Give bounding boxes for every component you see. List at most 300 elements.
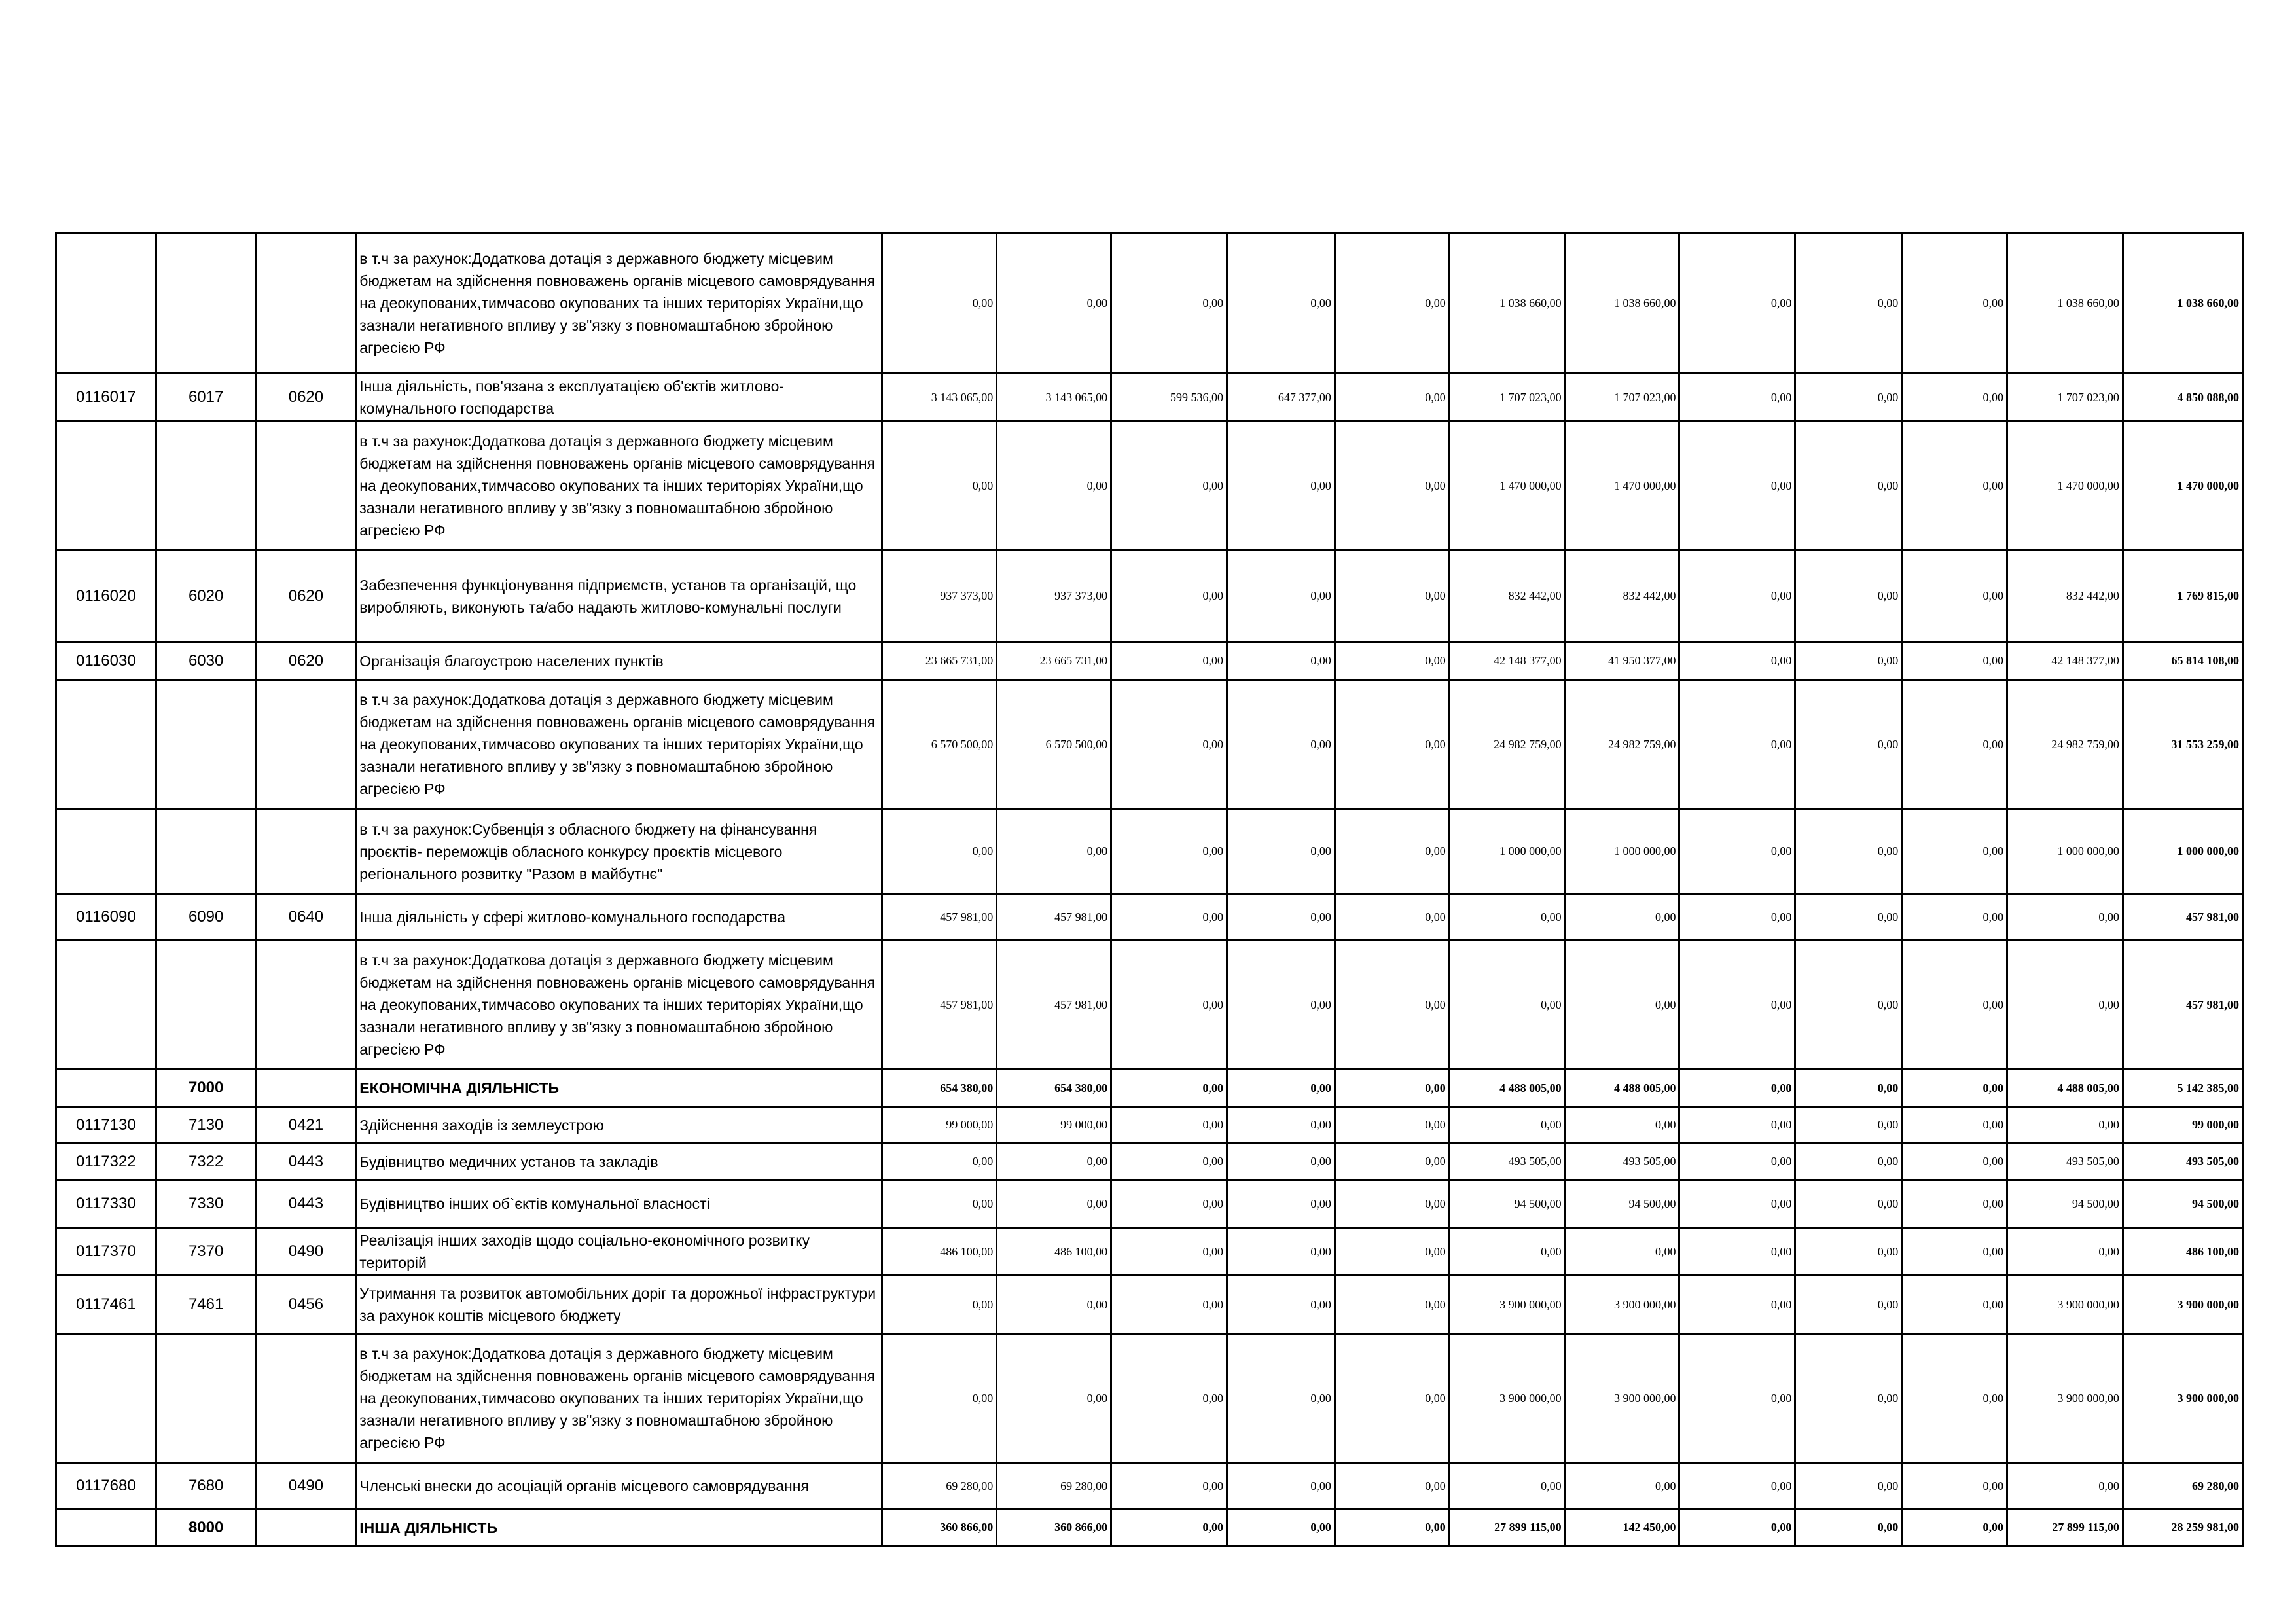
kfk-code-cell bbox=[156, 422, 256, 550]
function-code-cell: 0456 bbox=[256, 1276, 356, 1334]
table-row bbox=[56, 422, 2243, 550]
program-name-cell: Інша діяльність, пов'язана з експлуатацією об'єктів житлово-комунального господарства bbox=[356, 374, 882, 422]
amount-cell: 0,00 bbox=[1795, 680, 1902, 809]
amount-cell: 0,00 bbox=[997, 1144, 1111, 1180]
kfk-code-cell: 7680 bbox=[156, 1463, 256, 1509]
amount-cell: 0,00 bbox=[1679, 374, 1795, 422]
table-row bbox=[56, 809, 2243, 894]
amount-cell: 0,00 bbox=[1902, 941, 2007, 1070]
program-name-cell: Будівництво інших об`єктів комунальної власності bbox=[356, 1180, 882, 1228]
amount-cell: 1 000 000,00 bbox=[1449, 809, 1565, 894]
amount-cell: 0,00 bbox=[1111, 1509, 1227, 1546]
amount-cell: 0,00 bbox=[1679, 1180, 1795, 1228]
program-name-cell: Здійснення заходів із землеустрою bbox=[356, 1107, 882, 1144]
kfk-code-cell: 7461 bbox=[156, 1276, 256, 1334]
program-name-cell: Інша діяльність у сфері житлово-комунального господарства bbox=[356, 894, 882, 941]
amount-cell: 0,00 bbox=[997, 422, 1111, 550]
table-row bbox=[56, 1509, 2243, 1546]
amount-cell: 0,00 bbox=[1335, 1276, 1449, 1334]
amount-cell: 0,00 bbox=[1111, 550, 1227, 642]
program-code-cell: 0117130 bbox=[56, 1107, 156, 1144]
amount-cell: 0,00 bbox=[1227, 1276, 1335, 1334]
amount-cell: 0,00 bbox=[1111, 1180, 1227, 1228]
table-body bbox=[56, 233, 2243, 1546]
function-code-cell: 0443 bbox=[256, 1144, 356, 1180]
amount-cell: 0,00 bbox=[1679, 1334, 1795, 1463]
amount-cell: 0,00 bbox=[1902, 1070, 2007, 1107]
amount-cell: 0,00 bbox=[997, 1180, 1111, 1228]
amount-cell: 3 143 065,00 bbox=[997, 374, 1111, 422]
function-code-cell: 0620 bbox=[256, 374, 356, 422]
amount-cell: 0,00 bbox=[1335, 809, 1449, 894]
total-value-cell: 4 850 088,00 bbox=[2123, 374, 2242, 422]
kfk-code-cell: 7370 bbox=[156, 1228, 256, 1276]
program-name-cell: в т.ч за рахунок:Субвенція з обласного бюджету на фінансування проєктів- переможців обласного конкурсу проєктів місцевого регіонального розвитку "Разом в майбутнє" bbox=[356, 809, 882, 894]
amount-cell: 69 280,00 bbox=[997, 1463, 1111, 1509]
kfk-code-cell bbox=[156, 680, 256, 809]
amount-cell: 832 442,00 bbox=[1565, 550, 1679, 642]
amount-cell: 360 866,00 bbox=[997, 1509, 1111, 1546]
amount-cell: 1 470 000,00 bbox=[1449, 422, 1565, 550]
budget-table bbox=[55, 232, 2244, 1547]
amount-cell: 0,00 bbox=[1449, 1463, 1565, 1509]
amount-cell: 0,00 bbox=[1902, 894, 2007, 941]
amount-cell: 0,00 bbox=[1902, 374, 2007, 422]
amount-cell: 0,00 bbox=[1227, 550, 1335, 642]
amount-cell: 0,00 bbox=[1679, 1509, 1795, 1546]
amount-cell: 1 038 660,00 bbox=[1449, 233, 1565, 374]
table-row bbox=[56, 374, 2243, 422]
amount-cell: 94 500,00 bbox=[2007, 1180, 2123, 1228]
amount-cell: 0,00 bbox=[1565, 894, 1679, 941]
kfk-code-cell: 6030 bbox=[156, 642, 256, 680]
amount-cell: 0,00 bbox=[1565, 1107, 1679, 1144]
amount-cell: 0,00 bbox=[1565, 1228, 1679, 1276]
amount-cell: 0,00 bbox=[1902, 1509, 2007, 1546]
table-row bbox=[56, 1463, 2243, 1509]
total-value-cell: 65 814 108,00 bbox=[2123, 642, 2242, 680]
amount-cell: 0,00 bbox=[1902, 550, 2007, 642]
program-code-cell bbox=[56, 233, 156, 374]
kfk-code-cell: 6020 bbox=[156, 550, 256, 642]
amount-cell: 0,00 bbox=[1902, 422, 2007, 550]
amount-cell: 0,00 bbox=[997, 1334, 1111, 1463]
amount-cell: 457 981,00 bbox=[882, 894, 997, 941]
amount-cell: 0,00 bbox=[1227, 1180, 1335, 1228]
program-name-cell: Реалізація інших заходів щодо соціально-економічного розвитку територій bbox=[356, 1228, 882, 1276]
program-code-cell: 0117461 bbox=[56, 1276, 156, 1334]
amount-cell: 0,00 bbox=[1335, 1144, 1449, 1180]
table-row bbox=[56, 233, 2243, 374]
program-code-cell: 0116030 bbox=[56, 642, 156, 680]
amount-cell: 0,00 bbox=[1795, 374, 1902, 422]
amount-cell: 457 981,00 bbox=[997, 941, 1111, 1070]
amount-cell: 24 982 759,00 bbox=[1449, 680, 1565, 809]
amount-cell: 23 665 731,00 bbox=[882, 642, 997, 680]
amount-cell: 0,00 bbox=[1679, 1144, 1795, 1180]
table-row bbox=[56, 680, 2243, 809]
amount-cell: 0,00 bbox=[1795, 1509, 1902, 1546]
amount-cell: 0,00 bbox=[1449, 941, 1565, 1070]
amount-cell: 0,00 bbox=[1565, 941, 1679, 1070]
amount-cell: 486 100,00 bbox=[997, 1228, 1111, 1276]
program-name-cell: Членські внески до асоціацій органів місцевого самоврядування bbox=[356, 1463, 882, 1509]
total-value-cell: 3 900 000,00 bbox=[2123, 1334, 2242, 1463]
amount-cell: 0,00 bbox=[2007, 1463, 2123, 1509]
amount-cell: 0,00 bbox=[1227, 1228, 1335, 1276]
amount-cell: 1 000 000,00 bbox=[1565, 809, 1679, 894]
function-code-cell bbox=[256, 1509, 356, 1546]
total-value-cell: 69 280,00 bbox=[2123, 1463, 2242, 1509]
program-name-cell: в т.ч за рахунок:Додаткова дотація з державного бюджету місцевим бюджетам на здійснення повноважень органів місцевого самоврядування на деокупованих,тимчасово окупованих та інших територіях України,що зазнали негативного впливу у зв"язку з повномаштабною збройною агресією РФ bbox=[356, 680, 882, 809]
program-code-cell: 0117330 bbox=[56, 1180, 156, 1228]
table-row bbox=[56, 1228, 2243, 1276]
kfk-code-cell bbox=[156, 233, 256, 374]
amount-cell: 937 373,00 bbox=[882, 550, 997, 642]
amount-cell: 99 000,00 bbox=[882, 1107, 997, 1144]
function-code-cell: 0490 bbox=[256, 1228, 356, 1276]
amount-cell: 0,00 bbox=[1335, 1334, 1449, 1463]
amount-cell: 493 505,00 bbox=[2007, 1144, 2123, 1180]
kfk-code-cell: 6017 bbox=[156, 374, 256, 422]
amount-cell: 1 470 000,00 bbox=[1565, 422, 1679, 550]
amount-cell: 0,00 bbox=[997, 809, 1111, 894]
amount-cell: 0,00 bbox=[882, 809, 997, 894]
amount-cell: 0,00 bbox=[1902, 1228, 2007, 1276]
amount-cell: 0,00 bbox=[1679, 1276, 1795, 1334]
function-code-cell: 0620 bbox=[256, 642, 356, 680]
amount-cell: 832 442,00 bbox=[1449, 550, 1565, 642]
amount-cell: 0,00 bbox=[1679, 809, 1795, 894]
amount-cell: 0,00 bbox=[1335, 1463, 1449, 1509]
amount-cell: 457 981,00 bbox=[997, 894, 1111, 941]
kfk-code-cell: 6090 bbox=[156, 894, 256, 941]
amount-cell: 0,00 bbox=[1795, 1463, 1902, 1509]
amount-cell: 1 038 660,00 bbox=[1565, 233, 1679, 374]
amount-cell: 0,00 bbox=[997, 233, 1111, 374]
amount-cell: 0,00 bbox=[1449, 894, 1565, 941]
amount-cell: 0,00 bbox=[1795, 1228, 1902, 1276]
amount-cell: 0,00 bbox=[1795, 642, 1902, 680]
amount-cell: 832 442,00 bbox=[2007, 550, 2123, 642]
amount-cell: 69 280,00 bbox=[882, 1463, 997, 1509]
total-value-cell: 1 769 815,00 bbox=[2123, 550, 2242, 642]
table-row bbox=[56, 1144, 2243, 1180]
function-code-cell bbox=[256, 809, 356, 894]
amount-cell: 0,00 bbox=[1227, 422, 1335, 550]
program-name-cell: ІНША ДІЯЛЬНІСТЬ bbox=[356, 1509, 882, 1546]
amount-cell: 0,00 bbox=[1795, 422, 1902, 550]
amount-cell: 0,00 bbox=[1335, 642, 1449, 680]
amount-cell: 0,00 bbox=[1795, 233, 1902, 374]
table-row bbox=[56, 941, 2243, 1070]
program-code-cell bbox=[56, 1070, 156, 1107]
total-value-cell: 5 142 385,00 bbox=[2123, 1070, 2242, 1107]
amount-cell: 0,00 bbox=[882, 1144, 997, 1180]
kfk-code-cell: 7322 bbox=[156, 1144, 256, 1180]
amount-cell: 0,00 bbox=[1227, 1463, 1335, 1509]
amount-cell: 0,00 bbox=[1335, 1107, 1449, 1144]
total-value-cell: 457 981,00 bbox=[2123, 894, 2242, 941]
amount-cell: 0,00 bbox=[1679, 1228, 1795, 1276]
amount-cell: 0,00 bbox=[1111, 1228, 1227, 1276]
table-row bbox=[56, 1107, 2243, 1144]
program-name-cell: Утримання та розвиток автомобільних доріг та дорожньої інфраструктури за рахунок коштів місцевого бюджету bbox=[356, 1276, 882, 1334]
program-name-cell: в т.ч за рахунок:Додаткова дотація з державного бюджету місцевим бюджетам на здійснення повноважень органів місцевого самоврядування на деокупованих,тимчасово окупованих та інших територіях України,що зазнали негативного впливу у зв"язку з повномаштабною збройною агресією РФ bbox=[356, 941, 882, 1070]
amount-cell: 0,00 bbox=[1227, 1070, 1335, 1107]
amount-cell: 3 143 065,00 bbox=[882, 374, 997, 422]
program-code-cell bbox=[56, 680, 156, 809]
amount-cell: 0,00 bbox=[1679, 422, 1795, 550]
amount-cell: 486 100,00 bbox=[882, 1228, 997, 1276]
program-code-cell bbox=[56, 422, 156, 550]
amount-cell: 142 450,00 bbox=[1565, 1509, 1679, 1546]
amount-cell: 3 900 000,00 bbox=[1449, 1334, 1565, 1463]
function-code-cell bbox=[256, 680, 356, 809]
amount-cell: 1 707 023,00 bbox=[1449, 374, 1565, 422]
program-code-cell bbox=[56, 1334, 156, 1463]
amount-cell: 0,00 bbox=[1335, 422, 1449, 550]
amount-cell: 0,00 bbox=[1111, 1070, 1227, 1107]
amount-cell: 0,00 bbox=[882, 1334, 997, 1463]
amount-cell: 0,00 bbox=[882, 233, 997, 374]
amount-cell: 0,00 bbox=[1227, 1107, 1335, 1144]
function-code-cell bbox=[256, 1070, 356, 1107]
amount-cell: 94 500,00 bbox=[1449, 1180, 1565, 1228]
program-code-cell: 0117322 bbox=[56, 1144, 156, 1180]
amount-cell: 0,00 bbox=[1111, 233, 1227, 374]
function-code-cell: 0620 bbox=[256, 550, 356, 642]
amount-cell: 0,00 bbox=[1902, 1463, 2007, 1509]
amount-cell: 0,00 bbox=[1795, 1144, 1902, 1180]
amount-cell: 24 982 759,00 bbox=[2007, 680, 2123, 809]
amount-cell: 0,00 bbox=[1902, 1107, 2007, 1144]
program-name-cell: в т.ч за рахунок:Додаткова дотація з державного бюджету місцевим бюджетам на здійснення повноважень органів місцевого самоврядування на деокупованих,тимчасово окупованих та інших територіях України,що зазнали негативного впливу у зв"язку з повномаштабною збройною агресією РФ bbox=[356, 1334, 882, 1463]
table-row bbox=[56, 1276, 2243, 1334]
amount-cell: 0,00 bbox=[1227, 1144, 1335, 1180]
amount-cell: 0,00 bbox=[1111, 941, 1227, 1070]
amount-cell: 0,00 bbox=[1227, 1334, 1335, 1463]
amount-cell: 1 707 023,00 bbox=[1565, 374, 1679, 422]
amount-cell: 0,00 bbox=[1335, 941, 1449, 1070]
kfk-code-cell bbox=[156, 941, 256, 1070]
program-name-cell: в т.ч за рахунок:Додаткова дотація з державного бюджету місцевим бюджетам на здійснення повноважень органів місцевого самоврядування на деокупованих,тимчасово окупованих та інших територіях України,що зазнали негативного впливу у зв"язку з повномаштабною збройною агресією РФ bbox=[356, 233, 882, 374]
amount-cell: 0,00 bbox=[1111, 809, 1227, 894]
amount-cell: 4 488 005,00 bbox=[1449, 1070, 1565, 1107]
amount-cell: 0,00 bbox=[1111, 1463, 1227, 1509]
amount-cell: 6 570 500,00 bbox=[997, 680, 1111, 809]
total-value-cell: 99 000,00 bbox=[2123, 1107, 2242, 1144]
kfk-code-cell: 7000 bbox=[156, 1070, 256, 1107]
table-row bbox=[56, 642, 2243, 680]
program-code-cell: 0116017 bbox=[56, 374, 156, 422]
total-value-cell: 1 000 000,00 bbox=[2123, 809, 2242, 894]
kfk-code-cell bbox=[156, 809, 256, 894]
program-code-cell bbox=[56, 1509, 156, 1546]
amount-cell: 0,00 bbox=[1679, 894, 1795, 941]
function-code-cell bbox=[256, 941, 356, 1070]
amount-cell: 0,00 bbox=[1227, 809, 1335, 894]
amount-cell: 0,00 bbox=[882, 1180, 997, 1228]
amount-cell: 457 981,00 bbox=[882, 941, 997, 1070]
amount-cell: 6 570 500,00 bbox=[882, 680, 997, 809]
amount-cell: 1 470 000,00 bbox=[2007, 422, 2123, 550]
amount-cell: 1 038 660,00 bbox=[2007, 233, 2123, 374]
amount-cell: 0,00 bbox=[1795, 894, 1902, 941]
amount-cell: 0,00 bbox=[1111, 680, 1227, 809]
amount-cell: 3 900 000,00 bbox=[1449, 1276, 1565, 1334]
amount-cell: 0,00 bbox=[1227, 680, 1335, 809]
amount-cell: 99 000,00 bbox=[997, 1107, 1111, 1144]
amount-cell: 0,00 bbox=[1795, 1180, 1902, 1228]
amount-cell: 0,00 bbox=[2007, 941, 2123, 1070]
amount-cell: 41 950 377,00 bbox=[1565, 642, 1679, 680]
amount-cell: 0,00 bbox=[1902, 1276, 2007, 1334]
amount-cell: 0,00 bbox=[1111, 1334, 1227, 1463]
amount-cell: 0,00 bbox=[1335, 374, 1449, 422]
amount-cell: 493 505,00 bbox=[1449, 1144, 1565, 1180]
amount-cell: 0,00 bbox=[1795, 809, 1902, 894]
function-code-cell bbox=[256, 422, 356, 550]
amount-cell: 4 488 005,00 bbox=[1565, 1070, 1679, 1107]
table-row bbox=[56, 1180, 2243, 1228]
program-code-cell: 0117680 bbox=[56, 1463, 156, 1509]
function-code-cell: 0443 bbox=[256, 1180, 356, 1228]
program-code-cell: 0117370 bbox=[56, 1228, 156, 1276]
amount-cell: 27 899 115,00 bbox=[2007, 1509, 2123, 1546]
amount-cell: 0,00 bbox=[882, 1276, 997, 1334]
total-value-cell: 31 553 259,00 bbox=[2123, 680, 2242, 809]
function-code-cell: 0490 bbox=[256, 1463, 356, 1509]
amount-cell: 0,00 bbox=[1679, 1070, 1795, 1107]
amount-cell: 3 900 000,00 bbox=[1565, 1334, 1679, 1463]
program-code-cell bbox=[56, 941, 156, 1070]
amount-cell: 0,00 bbox=[1795, 1070, 1902, 1107]
total-value-cell: 1 038 660,00 bbox=[2123, 233, 2242, 374]
program-name-cell: Будівництво медичних установ та закладів bbox=[356, 1144, 882, 1180]
amount-cell: 1 707 023,00 bbox=[2007, 374, 2123, 422]
program-name-cell: ЕКОНОМІЧНА ДІЯЛЬНІСТЬ bbox=[356, 1070, 882, 1107]
amount-cell: 0,00 bbox=[1795, 550, 1902, 642]
amount-cell: 0,00 bbox=[1679, 941, 1795, 1070]
amount-cell: 0,00 bbox=[882, 422, 997, 550]
amount-cell: 0,00 bbox=[1795, 941, 1902, 1070]
amount-cell: 0,00 bbox=[1227, 894, 1335, 941]
function-code-cell bbox=[256, 1334, 356, 1463]
amount-cell: 0,00 bbox=[1335, 233, 1449, 374]
function-code-cell: 0421 bbox=[256, 1107, 356, 1144]
amount-cell: 0,00 bbox=[1902, 809, 2007, 894]
amount-cell: 0,00 bbox=[1902, 233, 2007, 374]
amount-cell: 3 900 000,00 bbox=[1565, 1276, 1679, 1334]
amount-cell: 3 900 000,00 bbox=[2007, 1276, 2123, 1334]
table-row bbox=[56, 1334, 2243, 1463]
amount-cell: 0,00 bbox=[1679, 233, 1795, 374]
amount-cell: 0,00 bbox=[1111, 422, 1227, 550]
amount-cell: 0,00 bbox=[1679, 1463, 1795, 1509]
amount-cell: 0,00 bbox=[1227, 233, 1335, 374]
amount-cell: 0,00 bbox=[1111, 642, 1227, 680]
amount-cell: 0,00 bbox=[2007, 894, 2123, 941]
amount-cell: 0,00 bbox=[1335, 680, 1449, 809]
kfk-code-cell bbox=[156, 1334, 256, 1463]
table-row bbox=[56, 894, 2243, 941]
program-code-cell: 0116090 bbox=[56, 894, 156, 941]
amount-cell: 0,00 bbox=[1227, 1509, 1335, 1546]
amount-cell: 0,00 bbox=[1902, 1144, 2007, 1180]
amount-cell: 27 899 115,00 bbox=[1449, 1509, 1565, 1546]
amount-cell: 0,00 bbox=[1227, 642, 1335, 680]
amount-cell: 4 488 005,00 bbox=[2007, 1070, 2123, 1107]
amount-cell: 3 900 000,00 bbox=[2007, 1334, 2123, 1463]
program-name-cell: Забезпечення функціонування підприємств, установ та організацій, що виробляють, виконують та/або надають житлово-комунальні послуги bbox=[356, 550, 882, 642]
total-value-cell: 457 981,00 bbox=[2123, 941, 2242, 1070]
amount-cell: 0,00 bbox=[1795, 1334, 1902, 1463]
amount-cell: 654 380,00 bbox=[882, 1070, 997, 1107]
amount-cell: 23 665 731,00 bbox=[997, 642, 1111, 680]
amount-cell: 42 148 377,00 bbox=[2007, 642, 2123, 680]
kfk-code-cell: 8000 bbox=[156, 1509, 256, 1546]
amount-cell: 0,00 bbox=[1111, 894, 1227, 941]
amount-cell: 493 505,00 bbox=[1565, 1144, 1679, 1180]
function-code-cell bbox=[256, 233, 356, 374]
amount-cell: 24 982 759,00 bbox=[1565, 680, 1679, 809]
program-name-cell: в т.ч за рахунок:Додаткова дотація з державного бюджету місцевим бюджетам на здійснення повноважень органів місцевого самоврядування на деокупованих,тимчасово окупованих та інших територіях України,що зазнали негативного впливу у зв"язку з повномаштабною збройною агресією РФ bbox=[356, 422, 882, 550]
kfk-code-cell: 7130 bbox=[156, 1107, 256, 1144]
amount-cell: 0,00 bbox=[1111, 1144, 1227, 1180]
amount-cell: 937 373,00 bbox=[997, 550, 1111, 642]
amount-cell: 654 380,00 bbox=[997, 1070, 1111, 1107]
program-code-cell bbox=[56, 809, 156, 894]
table-row bbox=[56, 1070, 2243, 1107]
amount-cell: 0,00 bbox=[1449, 1228, 1565, 1276]
amount-cell: 0,00 bbox=[1902, 642, 2007, 680]
program-name-cell: Організація благоустрою населених пунктів bbox=[356, 642, 882, 680]
amount-cell: 42 148 377,00 bbox=[1449, 642, 1565, 680]
amount-cell: 0,00 bbox=[1902, 680, 2007, 809]
amount-cell: 0,00 bbox=[1795, 1276, 1902, 1334]
total-value-cell: 3 900 000,00 bbox=[2123, 1276, 2242, 1334]
amount-cell: 0,00 bbox=[1335, 894, 1449, 941]
amount-cell: 599 536,00 bbox=[1111, 374, 1227, 422]
total-value-cell: 1 470 000,00 bbox=[2123, 422, 2242, 550]
amount-cell: 0,00 bbox=[1227, 941, 1335, 1070]
amount-cell: 0,00 bbox=[1565, 1463, 1679, 1509]
kfk-code-cell: 7330 bbox=[156, 1180, 256, 1228]
program-code-cell: 0116020 bbox=[56, 550, 156, 642]
amount-cell: 0,00 bbox=[1449, 1107, 1565, 1144]
amount-cell: 0,00 bbox=[1111, 1276, 1227, 1334]
amount-cell: 0,00 bbox=[1679, 680, 1795, 809]
amount-cell: 0,00 bbox=[1902, 1180, 2007, 1228]
amount-cell: 0,00 bbox=[1335, 1180, 1449, 1228]
amount-cell: 360 866,00 bbox=[882, 1509, 997, 1546]
amount-cell: 0,00 bbox=[997, 1276, 1111, 1334]
amount-cell: 0,00 bbox=[1679, 642, 1795, 680]
table-row bbox=[56, 550, 2243, 642]
amount-cell: 0,00 bbox=[1795, 1107, 1902, 1144]
total-value-cell: 28 259 981,00 bbox=[2123, 1509, 2242, 1546]
amount-cell: 0,00 bbox=[1679, 550, 1795, 642]
total-value-cell: 493 505,00 bbox=[2123, 1144, 2242, 1180]
amount-cell: 0,00 bbox=[1335, 550, 1449, 642]
amount-cell: 0,00 bbox=[1679, 1107, 1795, 1144]
amount-cell: 647 377,00 bbox=[1227, 374, 1335, 422]
amount-cell: 94 500,00 bbox=[1565, 1180, 1679, 1228]
total-value-cell: 486 100,00 bbox=[2123, 1228, 2242, 1276]
amount-cell: 0,00 bbox=[1111, 1107, 1227, 1144]
function-code-cell: 0640 bbox=[256, 894, 356, 941]
